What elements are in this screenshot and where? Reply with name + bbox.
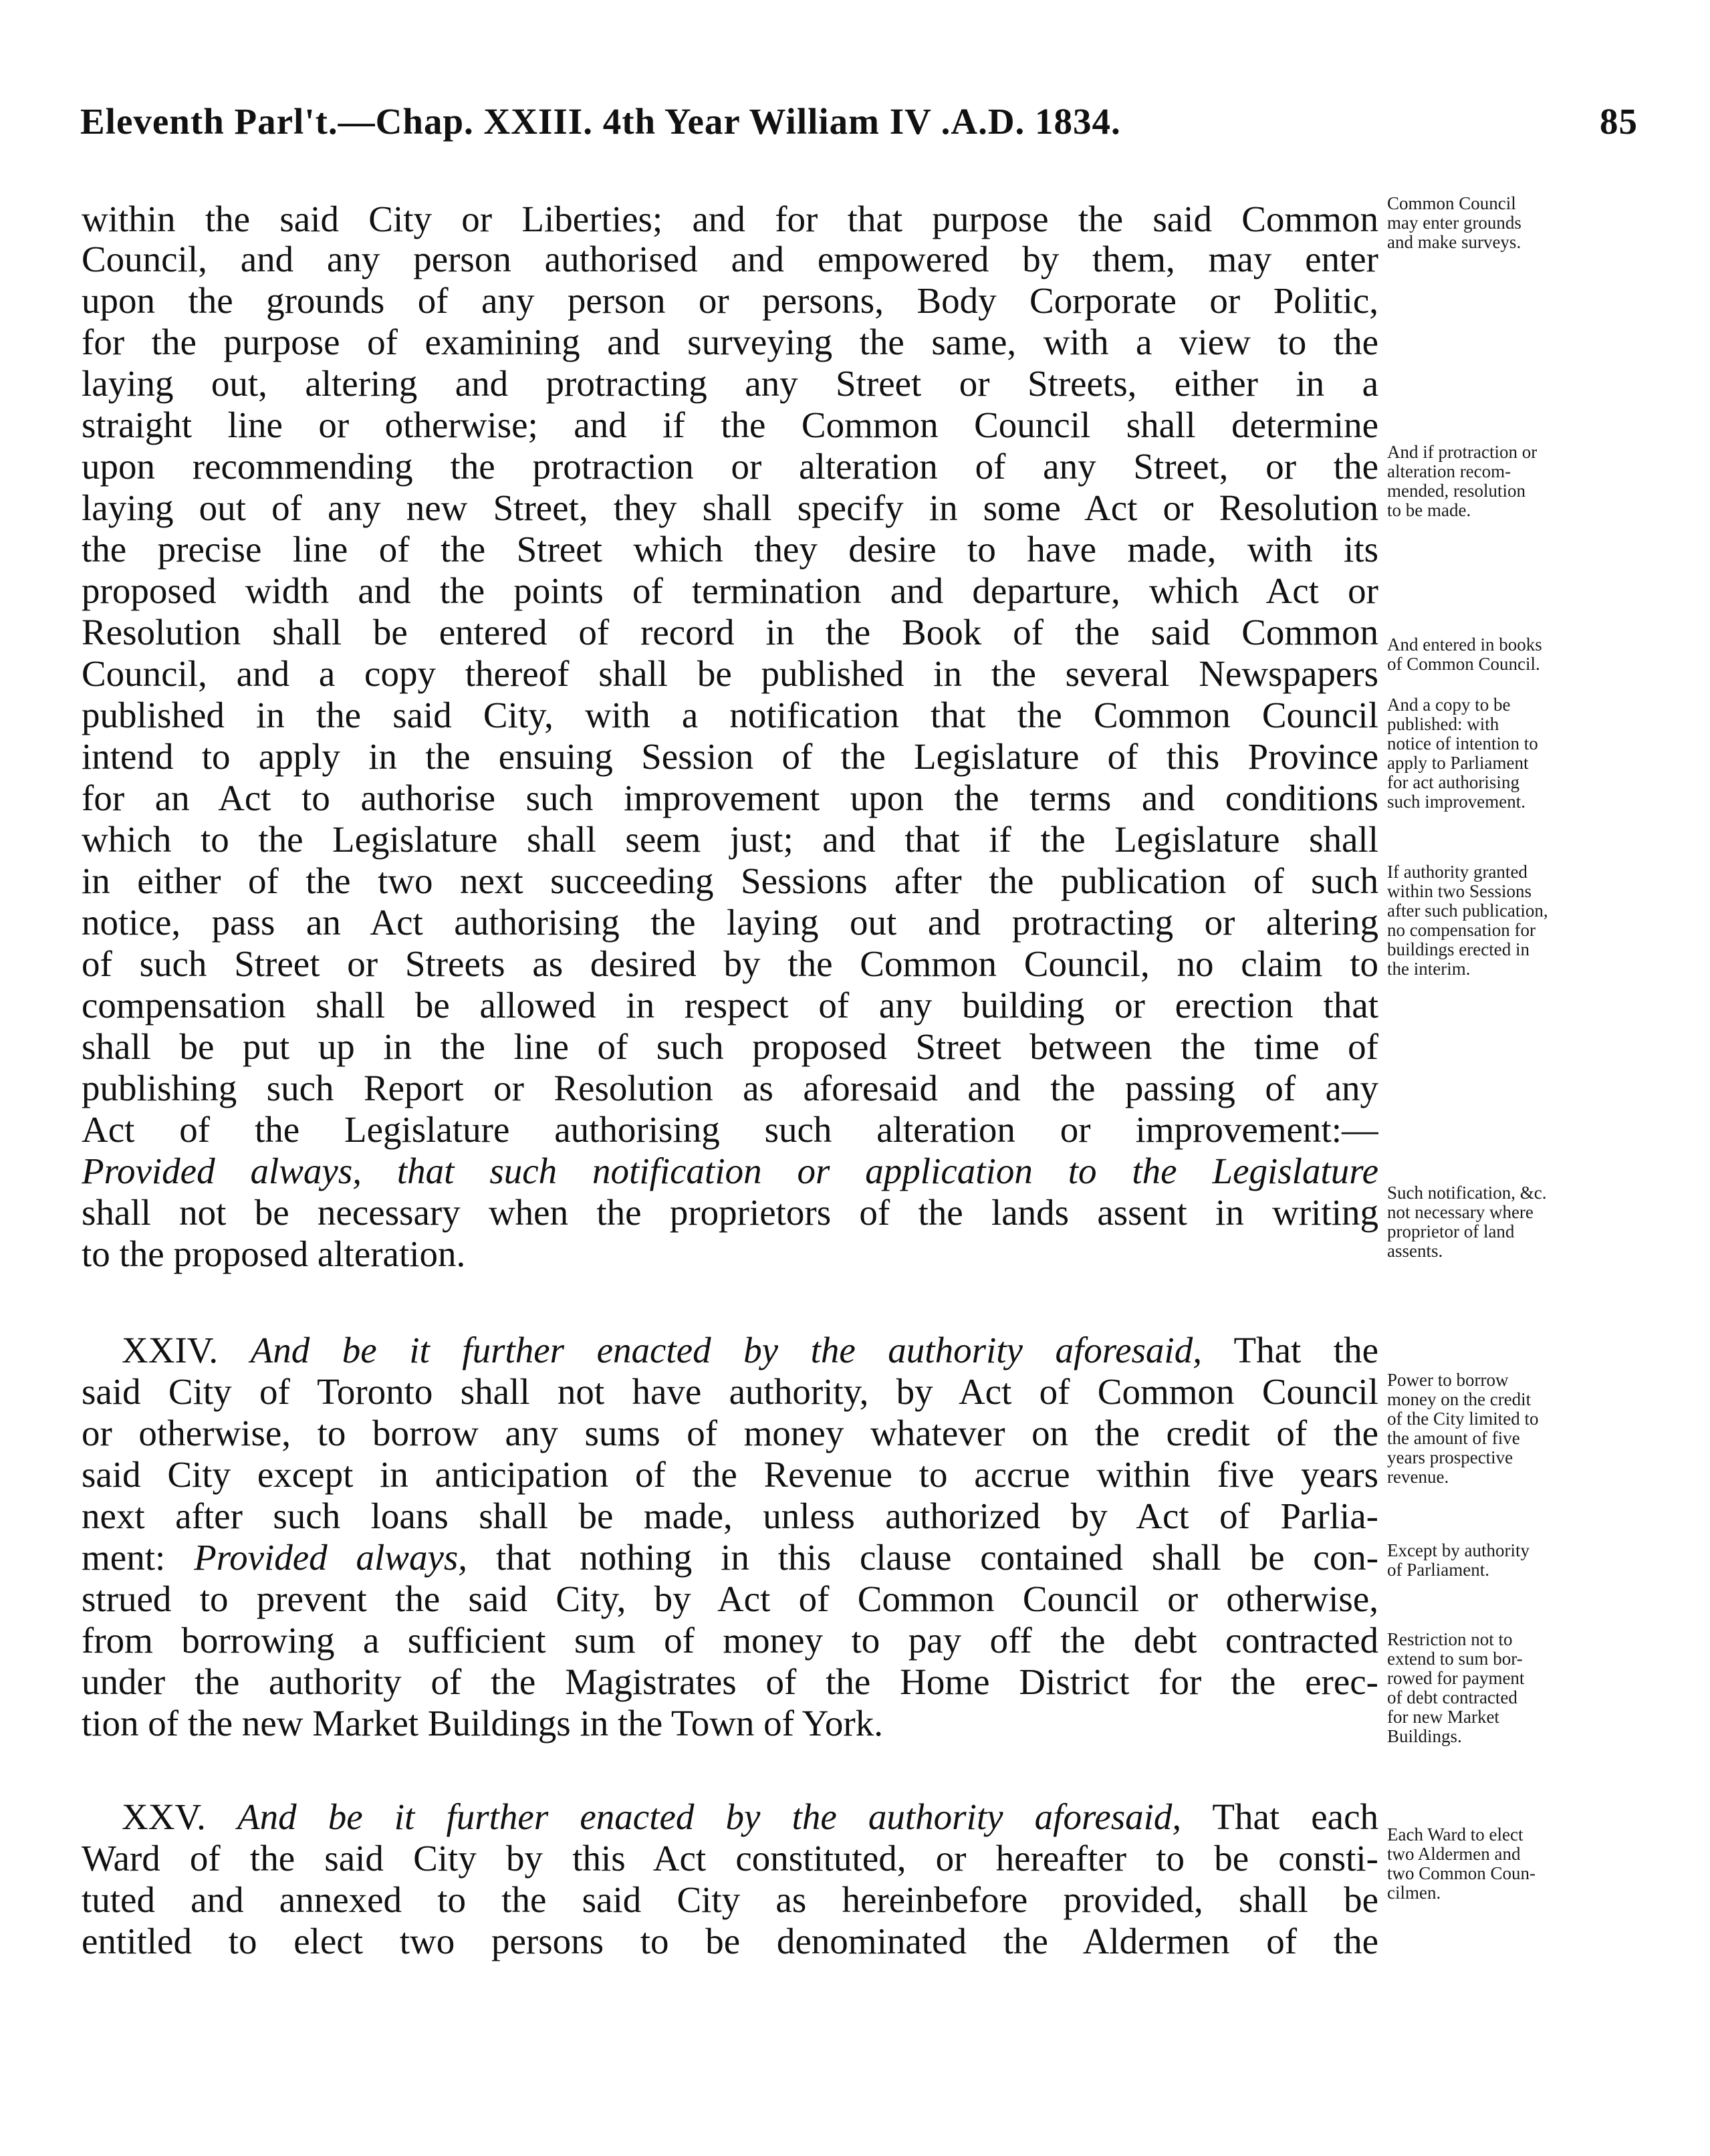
body-line: Council, and a copy thereof shall be published in the several Newspapers [82,654,1378,694]
body-line: for the purpose of examining and surveying the same, with a view to the [82,322,1378,362]
body-line: publishing such Report or Resolution as aforesaid and the passing of any [82,1068,1378,1108]
body-line: Act of the Legislature authorising such alteration or improvement:— [82,1110,1378,1150]
body-line: the precise line of the Street which they desire to have made, with its [82,529,1378,570]
body-line: published in the said City, with a notification that the Common Council [82,695,1378,735]
body-line: from borrowing a sufficient sum of money to pay off the debt contracted [82,1621,1378,1661]
body-line: tuted and annexed to the said City as hereinbefore provided, shall be [82,1880,1378,1920]
margin-note: Each Ward to elect two Aldermen and two Common Coun- cilmen. [1387,1825,1536,1903]
enacting-clause: And be it further enacted by the authority aforesaid, [237,1797,1182,1837]
body-line: compensation shall be allowed in respect of any building or erection that [82,985,1378,1026]
body-line: for an Act to authorise such improvement upon the terms and conditions [82,778,1378,818]
body-line-proviso: ment: Provided always, that nothing in this clause contained shall be con- [82,1538,1378,1578]
margin-note: And if protraction or alteration recom- mended, resolution to be made. [1387,443,1538,520]
margin-note: And a copy to be published: with notice of intention to apply to Parliament for act authorising such improvement. [1387,695,1538,812]
body-line: Council, and any person authorised and empowered by them, may enter [82,239,1378,279]
enacting-clause: And be it further enacted by the authority aforesaid, [250,1330,1202,1370]
body-line: which to the Legislature shall seem just; and that if the Legislature shall [82,820,1378,860]
section-xxiv-opening [122,1330,1378,1372]
body-line: within the said City or Liberties; and for that purpose the said Common [82,199,1378,239]
body-line: said City of Toronto shall not have authority, by Act of Common Council [82,1372,1378,1412]
margin-note: Except by authority of Parliament. [1387,1541,1530,1580]
body-line: Resolution shall be entered of record in the Book of the said Common [82,612,1378,652]
body-line: shall not be necessary when the proprietors of the lands assent in writing [82,1193,1378,1233]
margin-note: Restriction not to extend to sum bor- rowed for payment of debt contracted for new Market Buildings. [1387,1630,1525,1746]
body-line: to the proposed alteration. [82,1234,466,1274]
body-line: of such Street or Streets as desired by the Common Council, no claim to [82,944,1378,984]
margin-note: If authority granted within two Sessions after such publication, no compensation for buildings erected in the interim. [1387,862,1548,979]
header-title: Eleventh Parl't.—Chap. XXIII. 4th Year William IV .A.D. 1834. [80,101,1121,142]
body-line: in either of the two next succeeding Sessions after the publication of such [82,861,1378,901]
enacting-rest: That each [1212,1797,1378,1837]
body-line: straight line or otherwise; and if the Common Council shall determine [82,405,1378,445]
body-line: upon recommending the protraction or alteration of any Street, or the [82,447,1378,487]
enacting-rest: That the [1233,1330,1378,1370]
body-line: laying out, altering and protracting any Street or Streets, either in a [82,364,1378,404]
margin-note: Power to borrow money on the credit of the City limited to the amount of five years prospective revenue. [1387,1370,1539,1487]
body-line: notice, pass an Act authorising the laying out and protracting or altering [82,903,1378,943]
body-line: upon the grounds of any person or persons, Body Corporate or Politic, [82,281,1378,321]
section-xxv-opening [122,1797,1378,1838]
body-line: or otherwise, to borrow any sums of money whatever on the credit of the [82,1413,1378,1453]
body-line: entitled to elect two persons to be denominated the Aldermen of the [82,1921,1378,1961]
margin-note: Common Council may enter grounds and make surveys. [1387,194,1521,252]
margin-note: And entered in books of Common Council. [1387,635,1542,674]
body-line: said City except in anticipation of the Revenue to accrue within five years [82,1455,1378,1495]
body-line: shall be put up in the line of such proposed Street between the time of [82,1027,1378,1067]
section-number: XXV. [122,1797,206,1837]
body-line: strued to prevent the said City, by Act of Common Council or otherwise, [82,1579,1378,1619]
body-line: next after such loans shall be made, unless authorized by Act of Parlia- [82,1496,1378,1536]
margin-note: Such notification, &c. not necessary where proprietor of land assents. [1387,1183,1547,1261]
body-line: tion of the new Market Buildings in the Town of York. [82,1703,883,1744]
body-line: proposed width and the points of termination and departure, which Act or [82,571,1378,611]
body-line: Ward of the said City by this Act constituted, or hereafter to be consti- [82,1838,1378,1879]
body-line: intend to apply in the ensuing Session of the Legislature of this Province [82,737,1378,777]
page-number: 85 [1600,101,1638,142]
running-header [80,100,1638,154]
section-number: XXIV. [122,1330,219,1370]
body-line: Provided always, that such notification or application to the Legislature [82,1151,1378,1191]
body-line: under the authority of the Magistrates of the Home District for the erec- [82,1662,1378,1702]
proviso-clause: Provided always, [194,1538,468,1578]
body-line: laying out of any new Street, they shall specify in some Act or Resolution [82,488,1378,528]
